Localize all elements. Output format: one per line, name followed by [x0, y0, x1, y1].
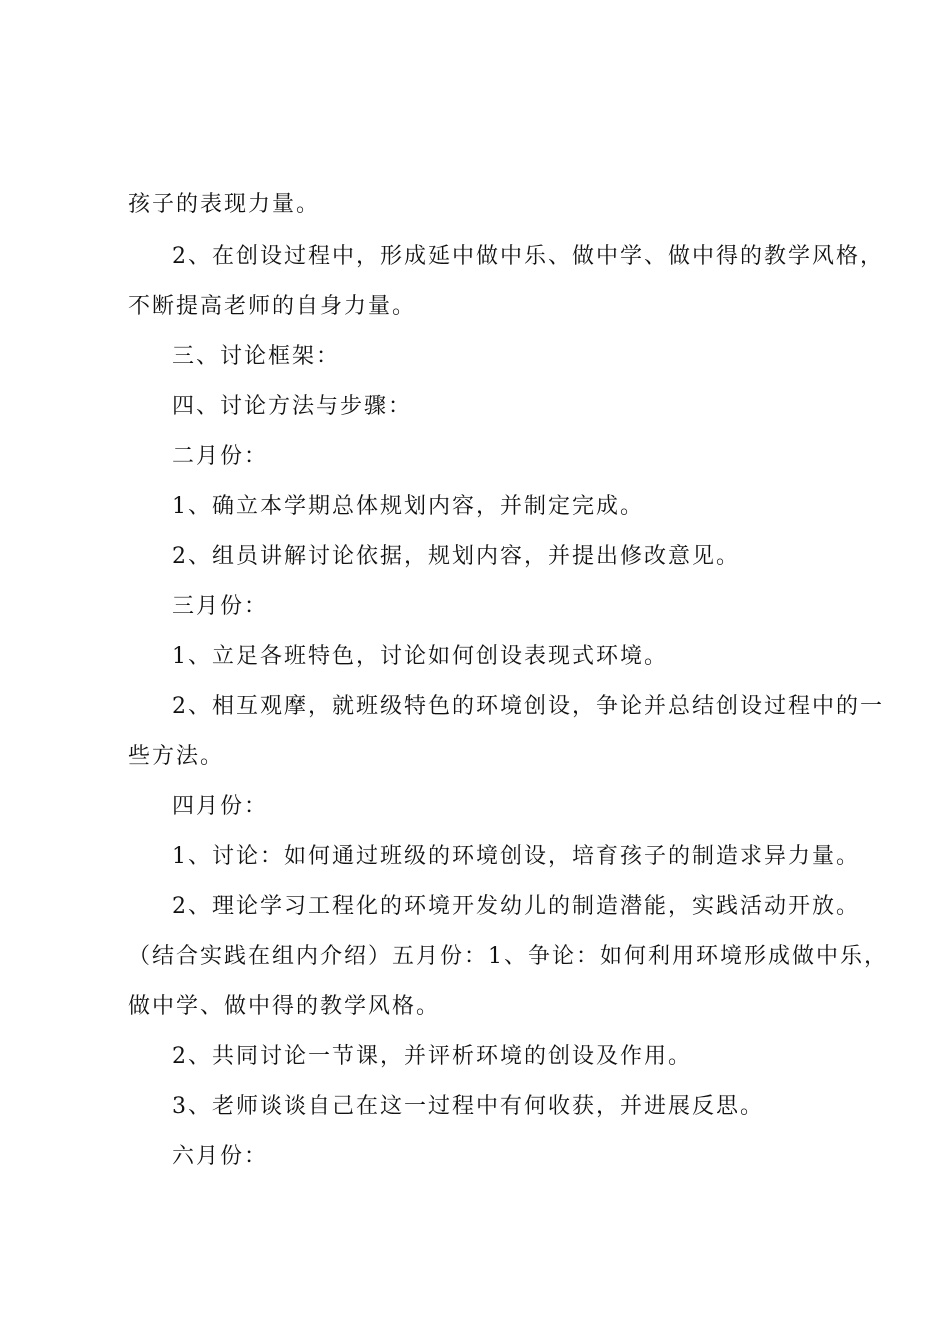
month-heading: 二月份： — [172, 444, 269, 469]
text-line: 2、理论学习工程化的环境开发幼儿的制造潜能，实践活动开放。 — [172, 894, 860, 919]
month-heading: 四月份： — [172, 794, 269, 819]
text-line: 2、相互观摩，就班级特色的环境创设，争论并总结创设过程中的一 — [172, 694, 884, 719]
month-heading: 三月份： — [172, 594, 269, 619]
text-line: 做中学、做中得的教学风格。 — [128, 994, 441, 1019]
text-line: 孩子的表现力量。 — [128, 192, 321, 217]
text-line: 2、组员讲解讨论依据，规划内容，并提出修改意见。 — [172, 544, 740, 569]
text-line: 1、讨论：如何通过班级的环境创设，培育孩子的制造求异力量。 — [172, 844, 860, 869]
section-heading: 三、讨论框架： — [172, 344, 341, 369]
month-heading: 六月份： — [172, 1144, 269, 1169]
text-line: 1、立足各班特色，讨论如何创设表现式环境。 — [172, 644, 668, 669]
text-line: 不断提高老师的自身力量。 — [128, 294, 417, 319]
text-line: 3、老师谈谈自己在这一过程中有何收获，并进展反思。 — [172, 1094, 764, 1119]
text-line: （结合实践在组内介绍）五月份：1、争论：如何利用环境形成做中乐， — [128, 944, 888, 969]
text-line: 些方法。 — [128, 744, 225, 769]
text-line: 2、共同讨论一节课，并评析环境的创设及作用。 — [172, 1044, 692, 1069]
section-heading: 四、讨论方法与步骤： — [172, 394, 413, 419]
text-line: 1、确立本学期总体规划内容，并制定完成。 — [172, 494, 644, 519]
text-line: 2、在创设过程中，形成延中做中乐、做中学、做中得的教学风格， — [172, 244, 884, 269]
